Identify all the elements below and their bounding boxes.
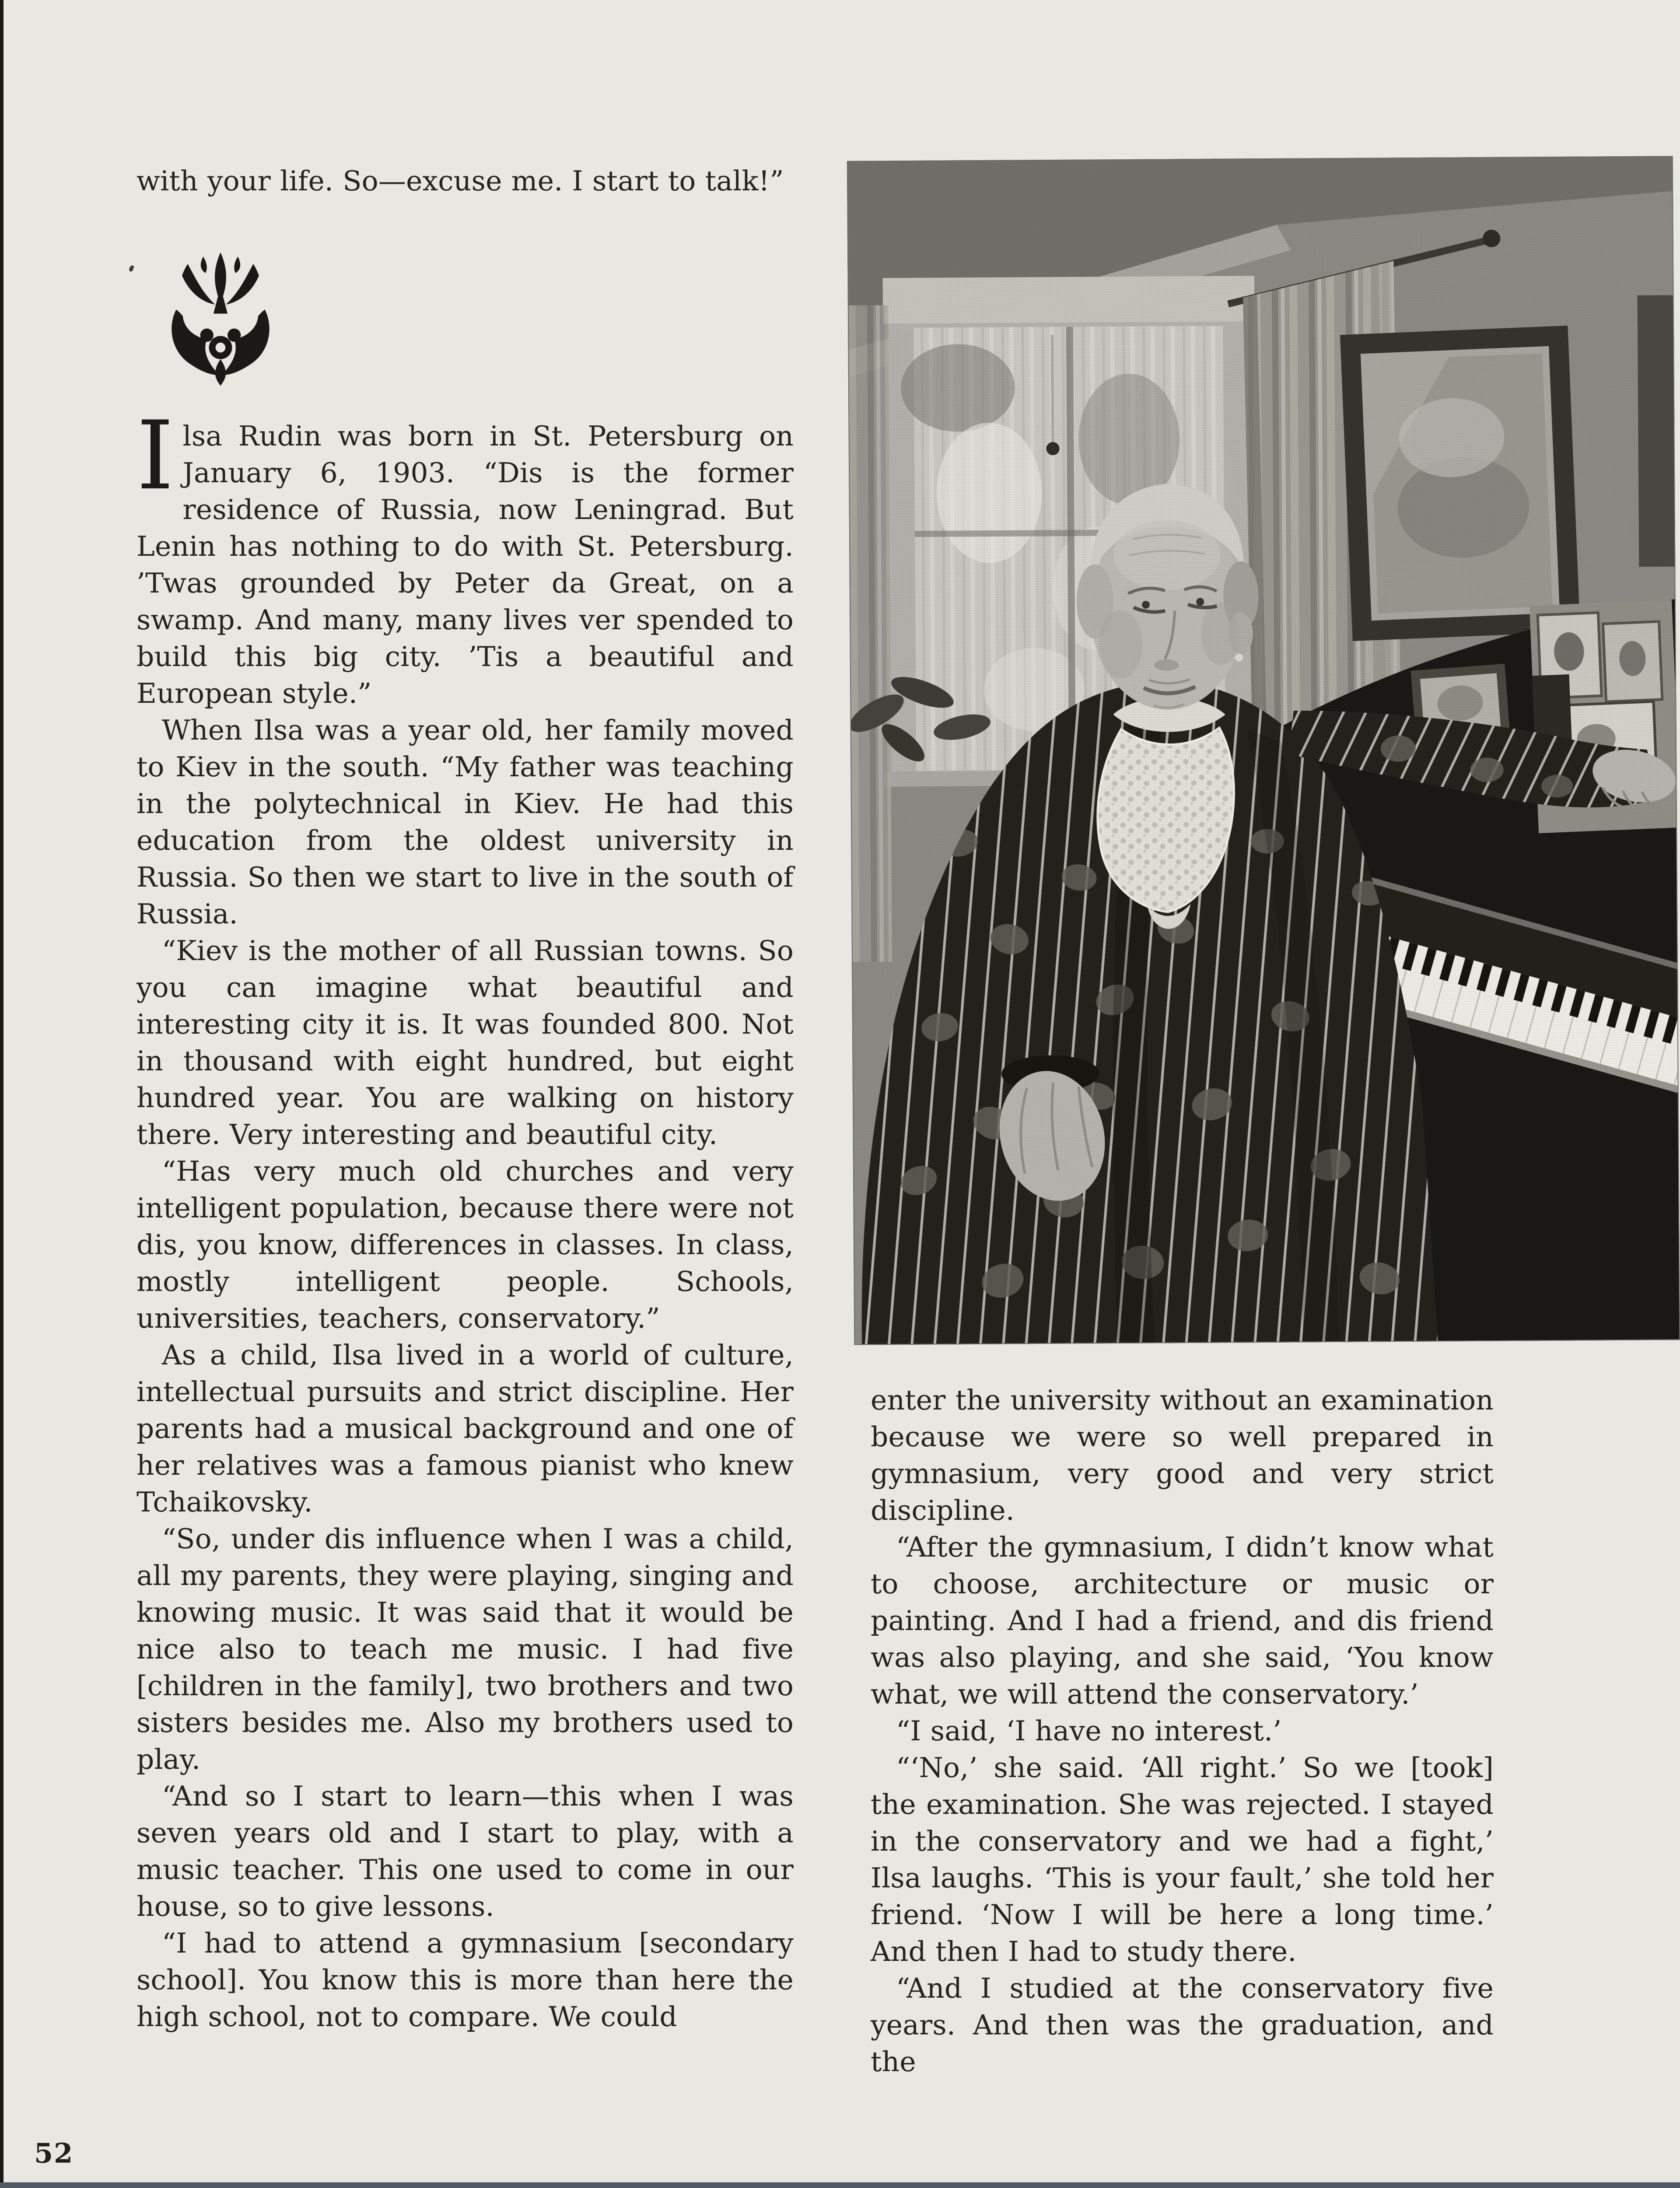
drop-cap-letter: I xyxy=(136,401,174,511)
paragraph: When Ilsa was a year old, her family moved to Kiev in the south. “My father was teaching in the polytechnical in Kiev. He had this education from the oldest university in Russia. So then we start to live in the south of Russia. xyxy=(136,714,794,930)
left-text-column xyxy=(136,163,794,2035)
dropcap-paragraph xyxy=(136,401,794,712)
paragraph: “Has very much old churches and very intelligent population, because there were not dis, you know, differences in classes. In class, mostly intelligent people. Schools, universities, teachers, conservatory.” xyxy=(136,1155,794,1334)
scan-edge-left xyxy=(0,0,4,2188)
dropcap-paragraph-text: lsa Rudin was born in St. Petersburg on January 6, 1903. “Dis is the former residence of Russia, now Leningrad. But Lenin has nothing to do with St. Petersburg. ’Twas grounded by Peter da Great, on a swamp. And many, many lives ver spended to build this big city. ’Tis a beautiful and European style.” xyxy=(136,420,794,709)
paragraph: “I had to attend a gymnasium [secondary school]. You know this is more than here the high school, not to compare. We could xyxy=(136,1927,794,2033)
paragraph: “And I studied at the conservatory five years. And then was the graduation, and the xyxy=(871,1972,1494,2078)
scan-edge-bottom xyxy=(0,2182,1680,2188)
paragraph: “And so I start to learn—this when I was seven years old and I start to play, with a music teacher. This one used to come in our house, so to give lessons. xyxy=(136,1780,794,1922)
ink-speck xyxy=(129,265,134,272)
paragraph: As a child, Ilsa lived in a world of culture, intellectual pursuits and strict discipline. Her parents had a musical background and one of her relatives was a famous pianist who knew Tchaikovsky. xyxy=(136,1339,794,1518)
halftone-overlay xyxy=(847,156,1680,1345)
page-number: 52 xyxy=(34,2137,74,2169)
paragraph: “‘No,’ she said. ‘All right.’ So we [took] the examination. She was rejected. I stayed in the conservatory and we had a fight,’ Ilsa laughs. ‘This is your fault,’ she told her friend. ‘Now I will be here a long time.’ And then I had to study there. xyxy=(871,1752,1494,1967)
paragraph: “I said, ‘I have no interest.’ xyxy=(896,1715,1282,1747)
fleuron-icon xyxy=(172,252,269,386)
portrait-photo xyxy=(847,156,1680,1345)
paragraph: “After the gymnasium, I didn’t know what to choose, architecture or music or painting. And I had a friend, and dis friend was also playing, and she said, ‘You know what, we will attend the conservatory.’ xyxy=(871,1531,1494,1710)
right-text-column xyxy=(871,1382,1494,2080)
paragraph: “Kiev is the mother of all Russian towns. So you can imagine what beautiful and interesting city it is. It was founded 800. Not in thousand with eight hundred, but eight hundred year. You are walking on history there. Very interesting and beautiful city. xyxy=(136,935,794,1150)
paragraph: “So, under dis influence when I was a child, all my parents, they were playing, singing and knowing music. It was said that it would be nice also to teach me music. I had five [children in the family], two brothers and two sisters besides me. Also my brothers used to play. xyxy=(136,1523,794,1775)
fleuron-ornament xyxy=(164,251,277,387)
continuation-paragraph: with your life. So—excuse me. I start to talk!” xyxy=(136,165,784,197)
paragraph: enter the university without an examination because we were so well prepared in gymnasium, very good and very strict discipline. xyxy=(871,1384,1494,1526)
